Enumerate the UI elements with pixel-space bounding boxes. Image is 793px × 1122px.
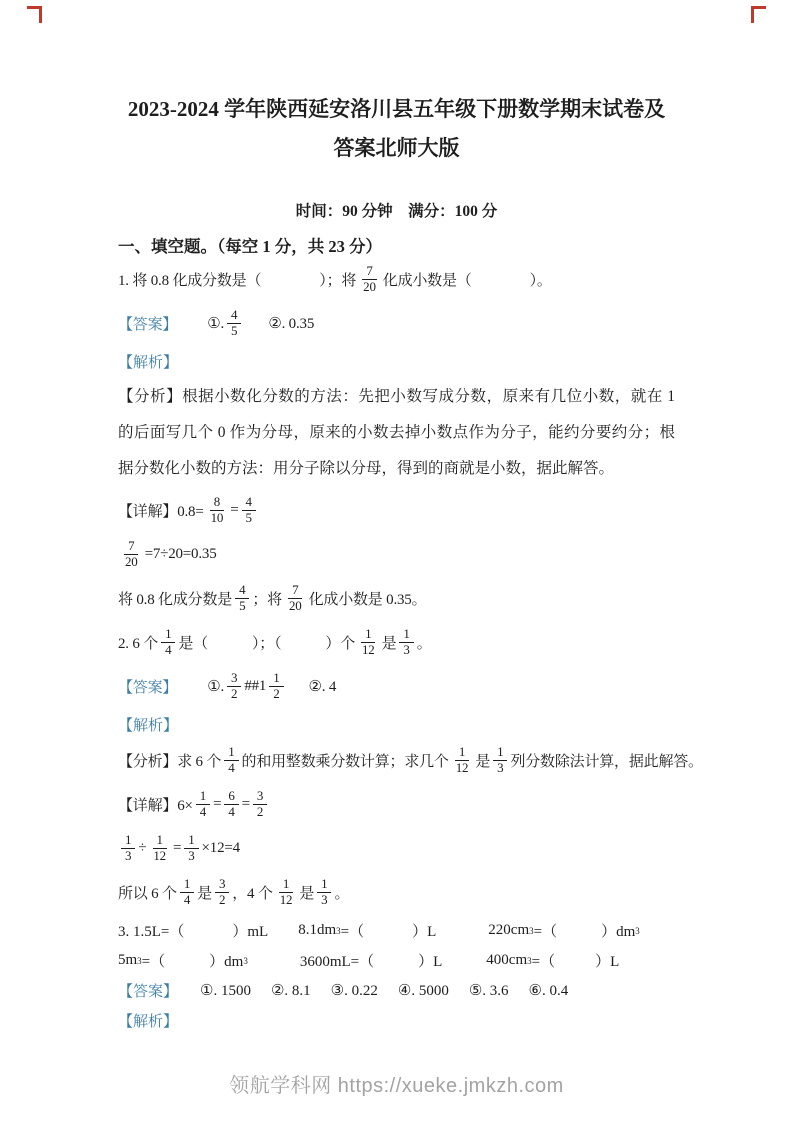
question-3-row-2: 5m 3 =（ ）dm 3 3600mL=（ ）L 400cm 3 =（ ）L: [118, 952, 620, 971]
blank-space: [177, 323, 207, 324]
text-run: =（: [340, 924, 365, 941]
fraction: $\frac{7}{20}$: [125, 538, 138, 570]
fraction: $\frac{1}{12}$: [153, 832, 166, 864]
fraction: $\frac{1}{12}$: [279, 876, 293, 908]
detail-line-6: [118, 872, 675, 914]
text-run: ②. 8.1: [270, 983, 311, 1000]
document-title-line2: 答案北师大版: [333, 136, 460, 161]
text-run: =: [241, 796, 250, 813]
analysis-paragraph-1: [118, 379, 675, 488]
text-run: ②. 4: [308, 679, 337, 696]
blank-space: [555, 960, 595, 961]
question-1: [118, 259, 675, 301]
question-2: [118, 622, 675, 664]
blank-space: [509, 990, 529, 991]
text-run: 2. 6 个: [118, 636, 159, 653]
text-run: =（: [531, 954, 556, 971]
text-run: ）mL: [232, 924, 269, 941]
text-run: 是: [381, 636, 397, 653]
text-run: =: [172, 840, 182, 857]
detail-line-5: [118, 828, 675, 870]
fraction: $\frac{3}{2}$: [227, 671, 241, 702]
blank-space: [244, 323, 268, 324]
blue-label: 【答案】: [118, 317, 178, 334]
text-run: 【分析】求 6 个: [118, 754, 222, 771]
text-run: ）L: [418, 954, 443, 971]
text-run: 1. 将 0.8 化成分数是（: [118, 273, 262, 290]
text-run: 3. 1.5L=（: [118, 924, 185, 941]
blank-space: [364, 930, 412, 931]
text-run: ②. 0.35: [268, 316, 315, 333]
blue-label: 【解析】: [118, 718, 179, 735]
blank-space: [184, 930, 232, 931]
text-run: 列分数除法计算，据此解答。: [510, 754, 703, 771]
text-run: 将 0.8 化成分数是: [118, 592, 233, 609]
blue-label: 【答案】: [118, 984, 179, 1001]
corner-mark-left-icon: [27, 6, 42, 23]
text-run: 是: [299, 886, 315, 903]
fraction: $\frac{1}{3}$: [121, 833, 135, 864]
blank-space: [251, 990, 271, 991]
analysis-label-1: [118, 349, 675, 375]
corner-mark-right-icon: [751, 6, 766, 23]
fraction: $\frac{1}{4}$: [161, 627, 175, 658]
text-run: ③. 0.22: [330, 983, 378, 1000]
fraction: $\frac{1}{3}$: [399, 627, 413, 658]
blank-space: [557, 930, 601, 931]
text-run: ##1: [244, 678, 267, 695]
blank-space: [436, 930, 488, 931]
text-run: 。: [334, 886, 350, 903]
text-run: ×12=4: [201, 840, 240, 857]
text-run: ）；（: [251, 636, 282, 653]
text-run: =（: [533, 924, 558, 941]
text-run: 【分析】根据小数化分数的方法：先把小数写成分数，原来有几位小数，就在 1 的后面写几个 0 作为分母，原来的小数去掉小数点作为分子，能约分要约分；根据分数化小数的方法：用分子除以分母，得到的商就是小数，据此解答。: [118, 387, 675, 478]
detail-line-4: [118, 784, 675, 826]
blank-space: [165, 960, 209, 961]
exam-info: 时间：90 分钟 满分：100 分: [295, 202, 498, 220]
blue-label: 【解析】: [118, 355, 179, 372]
blue-label: 【解析】: [118, 1014, 179, 1031]
blank-space: [248, 960, 300, 961]
text-run: ）；将: [319, 273, 357, 290]
text-run: ）个: [325, 636, 355, 653]
text-run: ）dm: [601, 924, 636, 941]
text-run: ④. 5000: [397, 983, 449, 1000]
text-run: ①.: [207, 316, 225, 333]
fraction: $\frac{4}{5}$: [227, 308, 241, 339]
blank-space: [472, 279, 530, 280]
fraction: $\frac{1}{12}$: [362, 626, 375, 658]
fraction: $\frac{1}{4}$: [180, 877, 194, 908]
text-run: =7÷20=0.35: [144, 546, 217, 563]
text-run: ；将: [252, 592, 282, 609]
blank-space: [378, 990, 398, 991]
fraction: $\frac{1}{4}$: [196, 789, 210, 820]
text-run: 化成小数是（: [382, 273, 472, 290]
blank-space: [268, 930, 298, 931]
fraction: $\frac{1}{3}$: [317, 877, 331, 908]
fraction: $\frac{1}{12}$: [455, 744, 469, 776]
text-run: =: [213, 796, 222, 813]
text-run: 的和用整数乘分数计算；求几个: [241, 754, 449, 771]
section-heading: 一、填空题。（每空 1 分，共 23 分）: [118, 236, 382, 256]
text-run: ）L: [595, 954, 620, 971]
text-run: =: [230, 502, 239, 519]
text-run: 所以 6 个: [118, 886, 177, 903]
blank-space: [261, 279, 319, 280]
text-run: ①.: [207, 679, 225, 696]
text-run: 220cm: [488, 922, 530, 939]
text-run: 【详解】6×: [118, 798, 193, 815]
text-run: ）。: [529, 273, 552, 290]
blank-space: [287, 686, 309, 687]
fraction: $\frac{8}{10}$: [210, 494, 224, 526]
text-run: =（: [141, 954, 166, 971]
text-run: ）L: [412, 924, 437, 941]
question-3-row-1: 3. 1.5L=（ ）mL 8.1dm 3 =（ ）L 220cm 3 =（ ）dm 3: [118, 922, 640, 941]
document-title-line1: 2023-2024 学年陕西延安洛川县五年级下册数学期末试卷及: [127, 97, 666, 121]
blue-label: 【答案】: [118, 680, 178, 697]
text-run: ÷: [138, 840, 147, 857]
blocks-host: [118, 259, 703, 1034]
text-run: 5m: [118, 952, 138, 969]
fraction: $\frac{1}{3}$: [184, 833, 198, 864]
blank-space: [374, 960, 418, 961]
analysis-label-3: [118, 1008, 675, 1034]
blank-space: [178, 990, 200, 991]
text-run: ⑤. 3.6: [468, 983, 509, 1000]
text-run: 是: [475, 754, 491, 771]
text-run: 【详解】0.8=: [118, 504, 204, 521]
blank-space: [311, 990, 331, 991]
blank-space: [177, 686, 207, 687]
answer-1: [118, 303, 675, 345]
fraction: $\frac{3}{2}$: [215, 877, 229, 908]
fraction: $\frac{1}{3}$: [493, 745, 507, 776]
blank-space: [208, 642, 252, 643]
text-run: 化成小数是 0.35。: [308, 592, 427, 609]
footer-watermark: 领航学科网 https://xueke.jmkzh.com: [229, 1075, 564, 1097]
answer-2: [118, 666, 675, 708]
fraction: $\frac{4}{5}$: [242, 495, 256, 526]
fraction: $\frac{1}{4}$: [224, 745, 238, 776]
text-run: 8.1dm: [298, 922, 337, 939]
detail-line-3: [118, 578, 675, 620]
detail-line-2: [118, 534, 675, 576]
text-run: ）dm: [209, 954, 244, 971]
fraction: $\frac{6}{4}$: [224, 789, 238, 820]
blank-space: [281, 642, 325, 643]
text-run: 400cm: [486, 952, 528, 969]
text-run: 3600mL=（: [299, 954, 375, 971]
fraction: $\frac{7}{20}$: [288, 582, 302, 614]
fraction: $\frac{1}{2}$: [269, 671, 283, 702]
text-run: 是（: [178, 636, 208, 653]
text-run: ⑥. 0.4: [528, 983, 569, 1000]
text-run: 。: [416, 636, 432, 653]
text-run: ①. 1500: [200, 983, 251, 1000]
text-run: 是: [197, 886, 212, 903]
answer-3: [118, 978, 675, 1004]
blank-space: [442, 960, 486, 961]
analysis-paragraph-2: [118, 740, 703, 782]
text-run: ，4 个: [232, 886, 273, 903]
blank-space: [449, 990, 469, 991]
fraction: $\frac{3}{2}$: [253, 789, 267, 820]
analysis-label-2: [118, 712, 675, 738]
fraction: $\frac{4}{5}$: [235, 583, 249, 614]
fraction: $\frac{7}{20}$: [363, 263, 376, 295]
detail-line-1: [118, 490, 675, 532]
